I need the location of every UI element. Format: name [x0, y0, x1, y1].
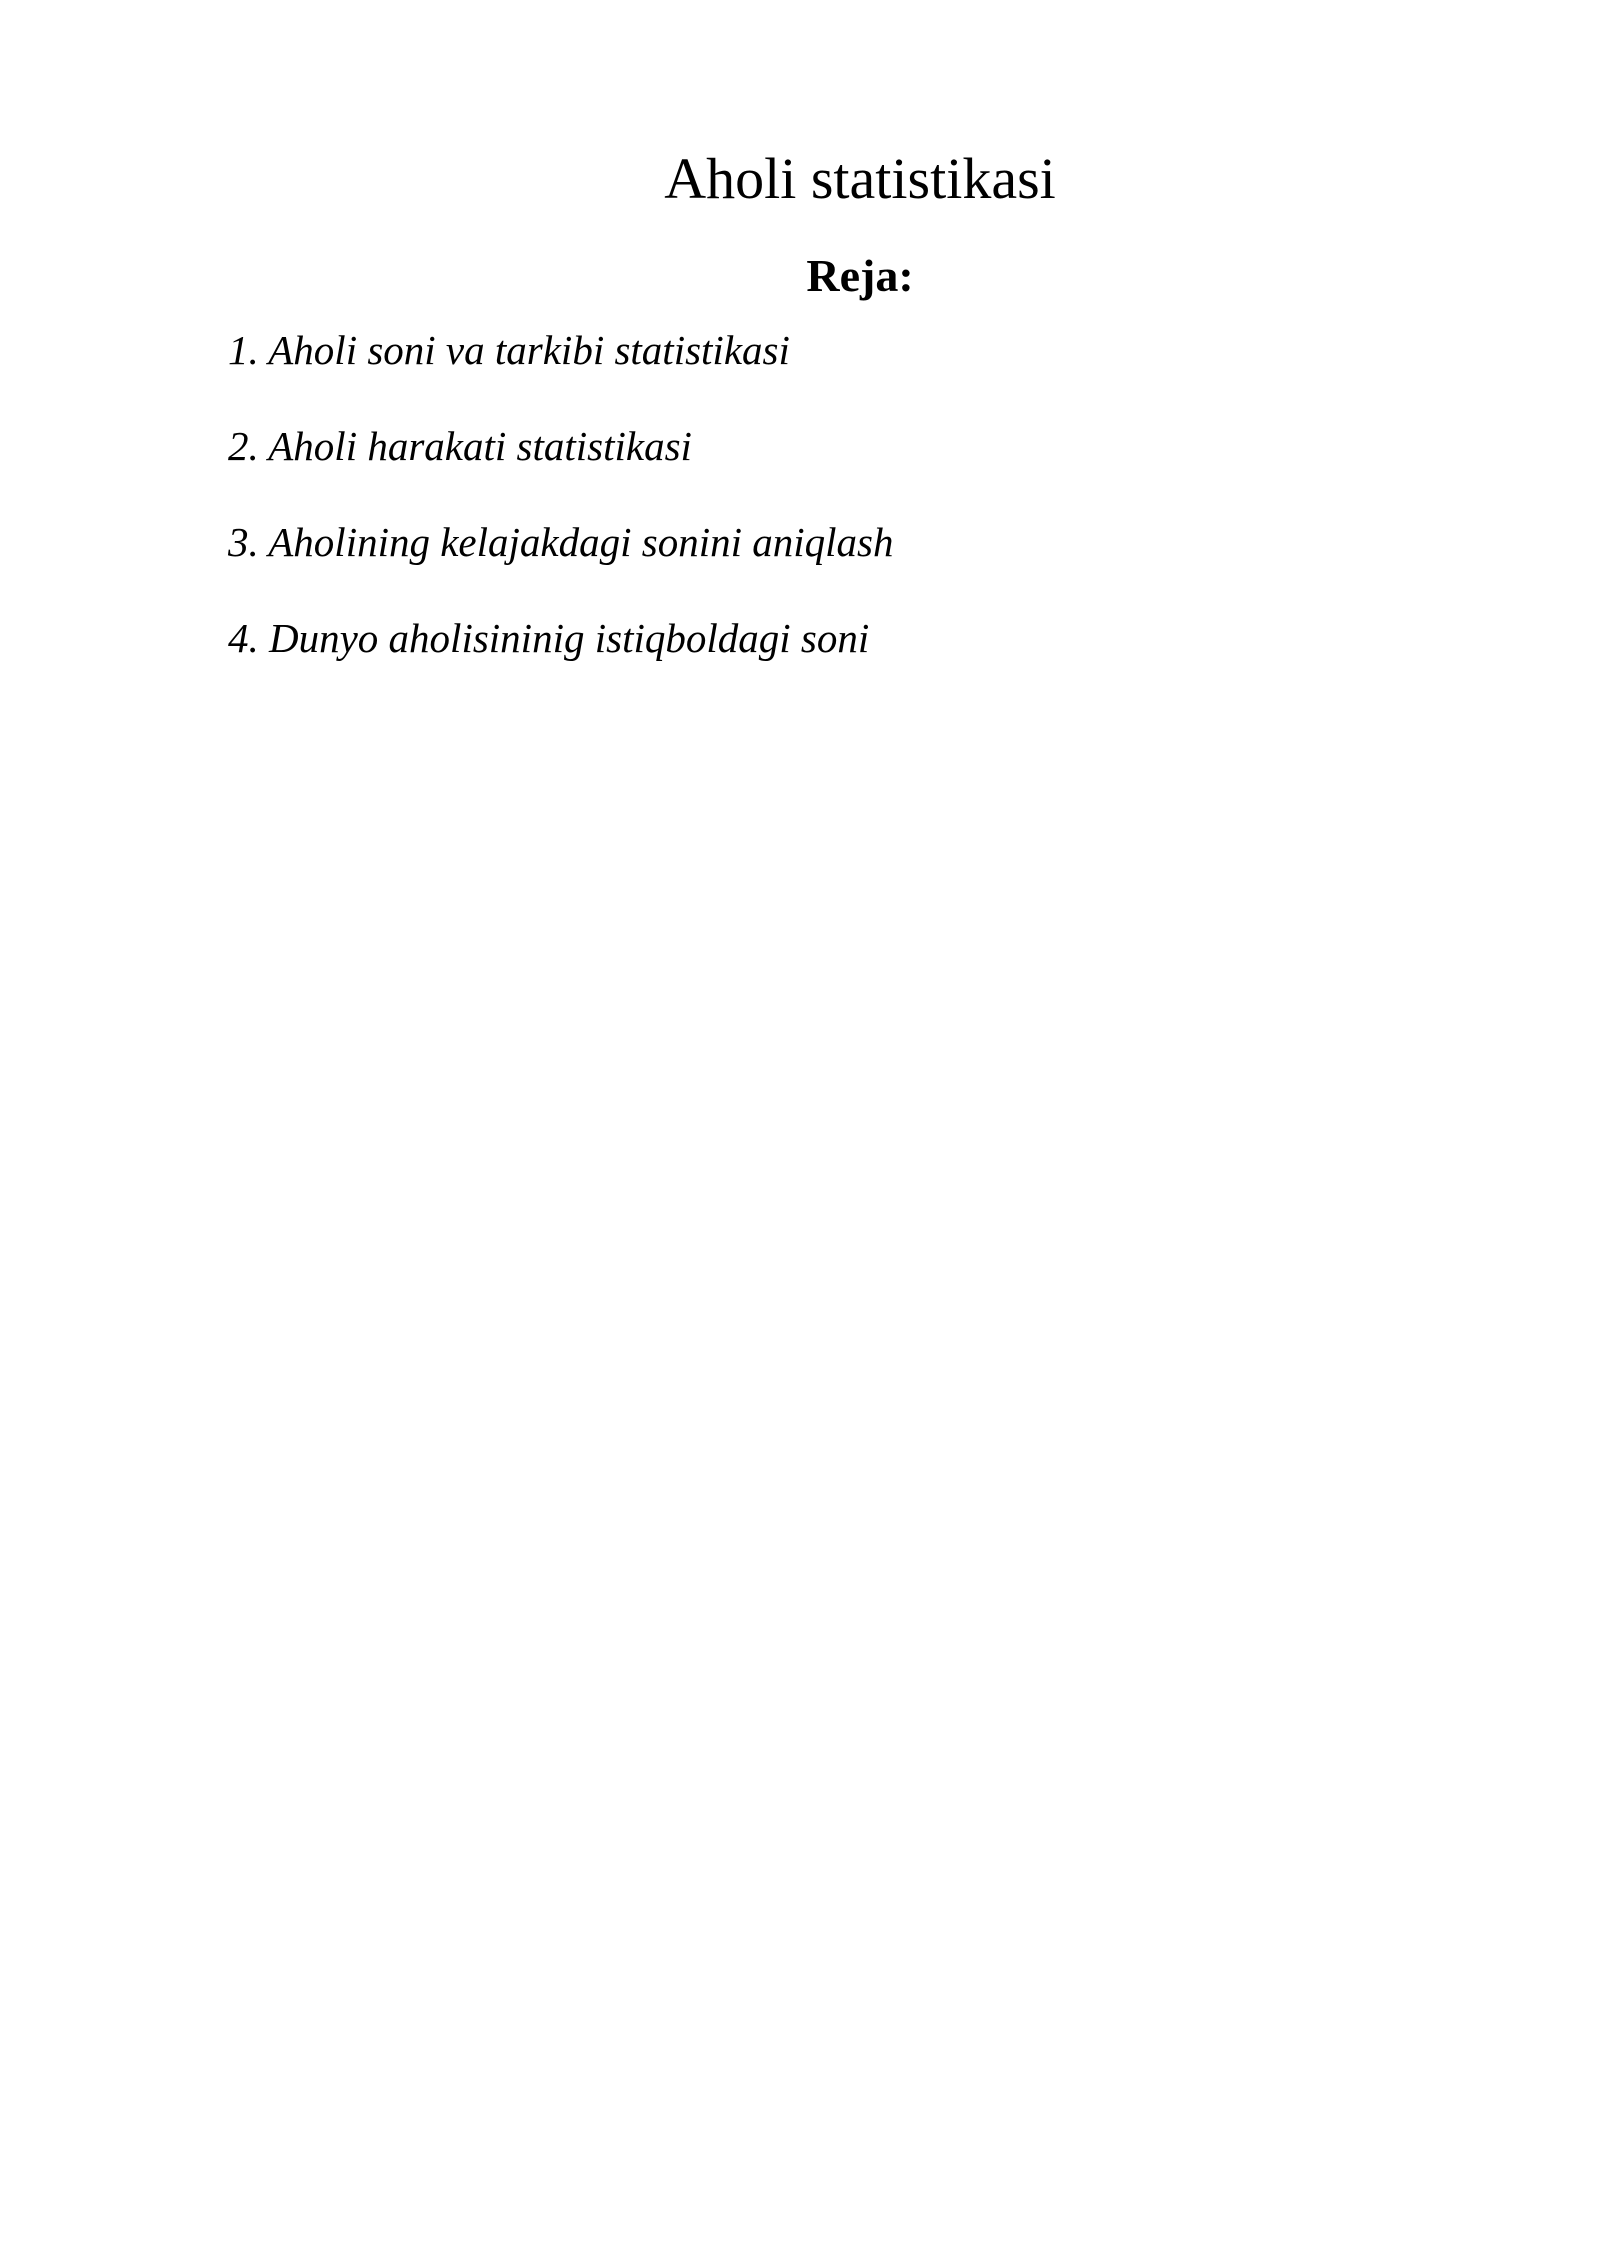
plan-item-2: 2. Aholi harakati statistikasi	[228, 423, 692, 469]
page-title: Aholi statistikasi	[664, 146, 1056, 211]
plan-item-1: 1. Aholi soni va tarkibi statistikasi	[228, 327, 790, 373]
plan-heading: Reja:	[806, 250, 914, 301]
plan-list	[228, 327, 894, 714]
plan-item-4: 4. Dunyo aholisininig istiqboldagi soni	[228, 615, 870, 661]
plan-item-3: 3. Aholining kelajakdagi sonini aniqlash	[228, 519, 894, 565]
